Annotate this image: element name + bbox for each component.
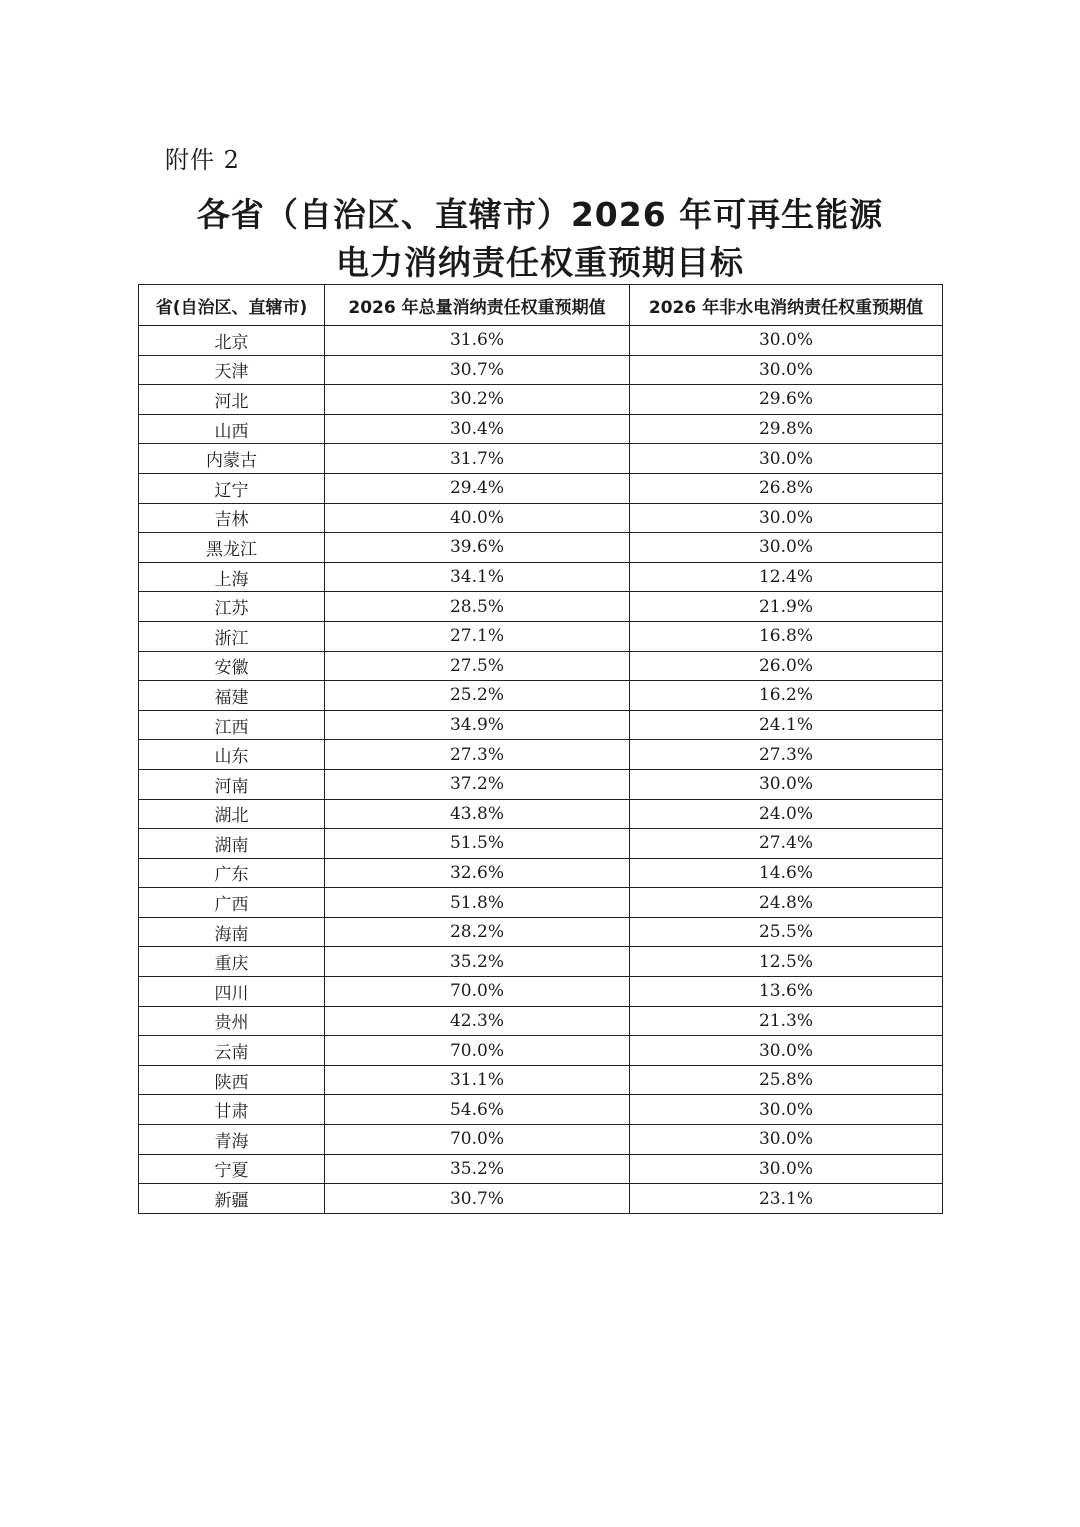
table-body — [139, 326, 943, 1214]
table-row — [139, 444, 943, 474]
non-hydro-weight-cell: 24.0% — [630, 799, 943, 829]
non-hydro-weight-cell: 23.1% — [630, 1184, 943, 1214]
non-hydro-weight-cell: 30.0% — [630, 1154, 943, 1184]
total-weight-cell: 43.8% — [325, 799, 630, 829]
document-title-line-2: 电力消纳责任权重预期目标 — [336, 243, 744, 282]
document-title-line-1: 各省（自治区、直辖市）2026 年可再生能源 — [196, 195, 884, 234]
non-hydro-weight-cell: 27.3% — [630, 740, 943, 770]
table-row — [139, 621, 943, 651]
table-row — [139, 1125, 943, 1155]
total-weight-cell: 35.2% — [325, 947, 630, 977]
non-hydro-weight-cell: 30.0% — [630, 1036, 943, 1066]
province-cell: 甘肃 — [139, 1095, 325, 1125]
province-cell: 吉林 — [139, 503, 325, 533]
attachment-label: 附件 2 — [165, 146, 240, 174]
total-weight-cell: 28.2% — [325, 917, 630, 947]
province-cell: 河北 — [139, 385, 325, 415]
non-hydro-weight-cell: 30.0% — [630, 533, 943, 563]
table-row — [139, 355, 943, 385]
total-weight-cell: 31.7% — [325, 444, 630, 474]
table-row — [139, 740, 943, 770]
total-weight-cell: 31.6% — [325, 326, 630, 356]
province-cell: 湖南 — [139, 829, 325, 859]
total-weight-cell: 37.2% — [325, 769, 630, 799]
total-weight-cell: 39.6% — [325, 533, 630, 563]
non-hydro-weight-cell: 12.5% — [630, 947, 943, 977]
table-row — [139, 503, 943, 533]
province-cell: 内蒙古 — [139, 444, 325, 474]
table-row — [139, 710, 943, 740]
total-weight-cell: 40.0% — [325, 503, 630, 533]
province-cell: 贵州 — [139, 1006, 325, 1036]
total-weight-cell: 42.3% — [325, 1006, 630, 1036]
non-hydro-weight-cell: 30.0% — [630, 1125, 943, 1155]
weight-targets-table — [138, 284, 943, 1214]
non-hydro-weight-cell: 30.0% — [630, 444, 943, 474]
table-row — [139, 1184, 943, 1214]
table-row — [139, 473, 943, 503]
table-row — [139, 799, 943, 829]
province-cell: 江苏 — [139, 592, 325, 622]
table-row — [139, 858, 943, 888]
non-hydro-weight-cell: 30.0% — [630, 355, 943, 385]
non-hydro-weight-cell: 30.0% — [630, 1095, 943, 1125]
province-cell: 辽宁 — [139, 473, 325, 503]
province-cell: 云南 — [139, 1036, 325, 1066]
total-weight-cell: 51.5% — [325, 829, 630, 859]
total-weight-cell: 31.1% — [325, 1065, 630, 1095]
table-row — [139, 1036, 943, 1066]
table-row — [139, 651, 943, 681]
non-hydro-weight-cell: 29.8% — [630, 414, 943, 444]
total-weight-cell: 30.4% — [325, 414, 630, 444]
table-row — [139, 1154, 943, 1184]
table-row — [139, 1006, 943, 1036]
total-weight-cell: 70.0% — [325, 1125, 630, 1155]
header-total-weight: 2026 年总量消纳责任权重预期值 — [325, 285, 630, 326]
total-weight-cell: 51.8% — [325, 888, 630, 918]
table-row — [139, 977, 943, 1007]
header-province: 省(自治区、直辖市) — [139, 285, 325, 326]
table-row — [139, 414, 943, 444]
table-row — [139, 769, 943, 799]
province-cell: 河南 — [139, 769, 325, 799]
province-cell: 四川 — [139, 977, 325, 1007]
province-cell: 陕西 — [139, 1065, 325, 1095]
table-row — [139, 562, 943, 592]
table-row — [139, 681, 943, 711]
non-hydro-weight-cell: 16.2% — [630, 681, 943, 711]
province-cell: 山西 — [139, 414, 325, 444]
province-cell: 浙江 — [139, 621, 325, 651]
province-cell: 宁夏 — [139, 1154, 325, 1184]
total-weight-cell: 30.7% — [325, 1184, 630, 1214]
non-hydro-weight-cell: 12.4% — [630, 562, 943, 592]
table-row — [139, 533, 943, 563]
province-cell: 江西 — [139, 710, 325, 740]
table-header-row — [139, 285, 943, 326]
total-weight-cell: 29.4% — [325, 473, 630, 503]
non-hydro-weight-cell: 30.0% — [630, 326, 943, 356]
total-weight-cell: 28.5% — [325, 592, 630, 622]
total-weight-cell: 34.1% — [325, 562, 630, 592]
total-weight-cell: 34.9% — [325, 710, 630, 740]
header-non-hydro-weight: 2026 年非水电消纳责任权重预期值 — [630, 285, 943, 326]
non-hydro-weight-cell: 24.1% — [630, 710, 943, 740]
non-hydro-weight-cell: 21.9% — [630, 592, 943, 622]
table-row — [139, 917, 943, 947]
table-row — [139, 385, 943, 415]
non-hydro-weight-cell: 26.8% — [630, 473, 943, 503]
non-hydro-weight-cell: 13.6% — [630, 977, 943, 1007]
non-hydro-weight-cell: 30.0% — [630, 769, 943, 799]
total-weight-cell: 32.6% — [325, 858, 630, 888]
table-row — [139, 829, 943, 859]
non-hydro-weight-cell: 24.8% — [630, 888, 943, 918]
non-hydro-weight-cell: 16.8% — [630, 621, 943, 651]
total-weight-cell: 70.0% — [325, 977, 630, 1007]
province-cell: 安徽 — [139, 651, 325, 681]
province-cell: 新疆 — [139, 1184, 325, 1214]
province-cell: 北京 — [139, 326, 325, 356]
total-weight-cell: 70.0% — [325, 1036, 630, 1066]
province-cell: 海南 — [139, 917, 325, 947]
province-cell: 湖北 — [139, 799, 325, 829]
non-hydro-weight-cell: 25.5% — [630, 917, 943, 947]
total-weight-cell: 35.2% — [325, 1154, 630, 1184]
table-row — [139, 326, 943, 356]
total-weight-cell: 54.6% — [325, 1095, 630, 1125]
non-hydro-weight-cell: 27.4% — [630, 829, 943, 859]
non-hydro-weight-cell: 21.3% — [630, 1006, 943, 1036]
province-cell: 广东 — [139, 858, 325, 888]
non-hydro-weight-cell: 26.0% — [630, 651, 943, 681]
table-row — [139, 947, 943, 977]
non-hydro-weight-cell: 25.8% — [630, 1065, 943, 1095]
table-row — [139, 1095, 943, 1125]
non-hydro-weight-cell: 14.6% — [630, 858, 943, 888]
province-cell: 青海 — [139, 1125, 325, 1155]
province-cell: 重庆 — [139, 947, 325, 977]
table-row — [139, 1065, 943, 1095]
table-row — [139, 592, 943, 622]
total-weight-cell: 27.3% — [325, 740, 630, 770]
total-weight-cell: 30.7% — [325, 355, 630, 385]
province-cell: 天津 — [139, 355, 325, 385]
non-hydro-weight-cell: 30.0% — [630, 503, 943, 533]
total-weight-cell: 27.5% — [325, 651, 630, 681]
province-cell: 福建 — [139, 681, 325, 711]
total-weight-cell: 25.2% — [325, 681, 630, 711]
non-hydro-weight-cell: 29.6% — [630, 385, 943, 415]
total-weight-cell: 30.2% — [325, 385, 630, 415]
total-weight-cell: 27.1% — [325, 621, 630, 651]
province-cell: 上海 — [139, 562, 325, 592]
province-cell: 山东 — [139, 740, 325, 770]
province-cell: 广西 — [139, 888, 325, 918]
table-row — [139, 888, 943, 918]
province-cell: 黑龙江 — [139, 533, 325, 563]
